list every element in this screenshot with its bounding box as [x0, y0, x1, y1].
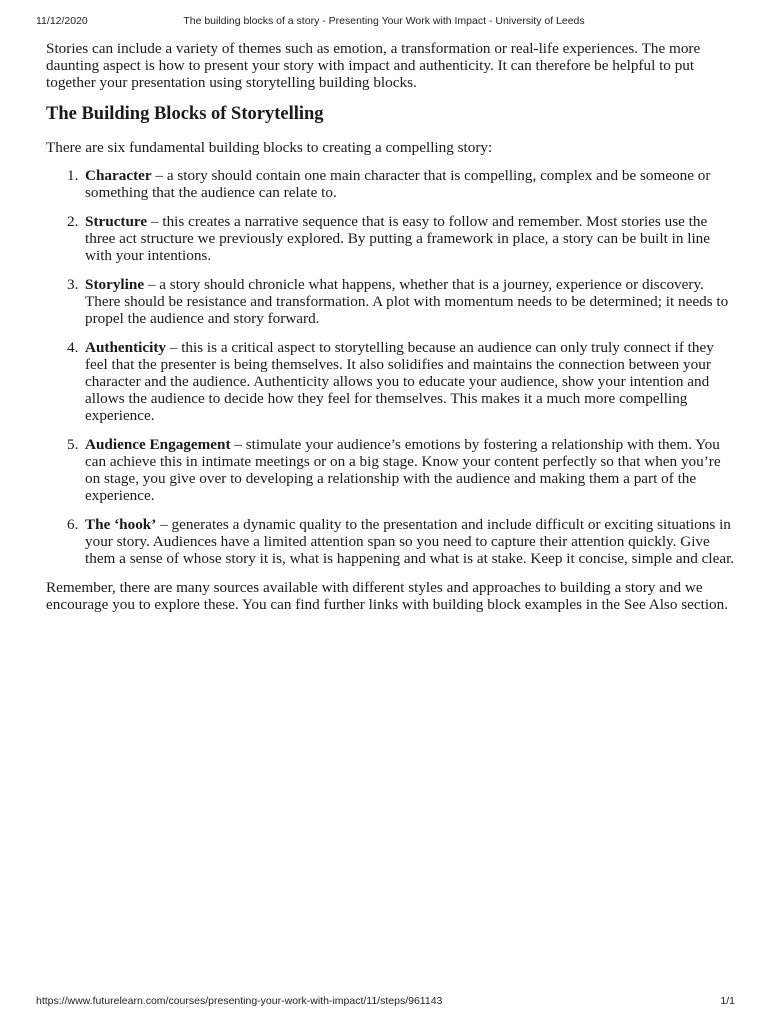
list-item-storyline [46, 276, 736, 327]
list-text: – stimulate your audience’s emotions by fostering a relationship with them. You can achieve this in intimate meetings or on a big stage. Know your content perfectly so that when you’re on stage, you give over to developing a relationship with the audience and making them a part of the experience. [85, 436, 721, 504]
list-number: 1. [67, 167, 79, 184]
list-item-authenticity [46, 339, 736, 424]
list-number: 3. [67, 276, 79, 293]
print-url: https://www.futurelearn.com/courses/presenting-your-work-with-impact/11/steps/961143 [36, 995, 443, 1007]
list-item-audience-engagement [46, 436, 736, 504]
list-number: 2. [67, 213, 79, 230]
list-text: – generates a dynamic quality to the presentation and include difficult or exciting situations in your story. Audiences have a limited attention span so you need to capture their attention quickly. Give them a sense of whose story it is, what is happening and what is at stake. Keep it concise, simple and clear. [85, 516, 735, 567]
closing-paragraph: Remember, there are many sources available with different styles and approaches to building a story and we encourage you to explore these. You can find further links with building block examples in the See Also section. [46, 579, 729, 613]
list-term: The ‘hook’ [85, 516, 157, 533]
list-term: Audience Engagement [85, 436, 231, 453]
list-text: – a story should contain one main character that is compelling, complex and be someone or something that the audience can relate to. [85, 167, 711, 201]
list-number: 5. [67, 436, 79, 453]
list-term: Authenticity [85, 339, 166, 356]
list-text: – this is a critical aspect to storytelling because an audience can only truly connect if they feel that the presenter is being themselves. It also solidifies and maintains the connection between your character and the audience. Authenticity allows you to educate your audience, show your intention and allows the audience to decide how they feel for themselves. This makes it a much more compelling experience. [85, 339, 714, 424]
article-content [46, 40, 736, 613]
building-blocks-list [46, 167, 736, 567]
list-item-structure [46, 213, 736, 264]
list-term: Storyline [85, 276, 145, 293]
list-item-character [46, 167, 736, 201]
list-term: Structure [85, 213, 148, 230]
list-number: 6. [67, 516, 79, 533]
list-text: – this creates a narrative sequence that is easy to follow and remember. Most stories use the three act structure we previously explored. By putting a framework in place, a story can be built in line with your intentions. [85, 213, 711, 264]
print-page-title: The building blocks of a story - Presenting Your Work with Impact - University of Leeds [183, 15, 585, 27]
list-term: Character [85, 167, 152, 184]
print-date: 11/12/2020 [36, 15, 88, 27]
list-number: 4. [67, 339, 79, 356]
print-page-number: 1/1 [720, 995, 735, 1007]
intro-paragraph: Stories can include a variety of themes such as emotion, a transformation or real-life experiences. The more daunting aspect is how to present your story with impact and authenticity. It can therefore be helpful to put together your presentation using storytelling building blocks. [46, 40, 701, 91]
list-text: – a story should chronicle what happens, whether that is a journey, experience or discovery. There should be resistance and transformation. A plot with momentum needs to be determined; it needs to propel the audience and story forward. [85, 276, 729, 327]
lead-paragraph: There are six fundamental building blocks to creating a compelling story: [46, 139, 493, 156]
list-item-hook [46, 516, 736, 567]
section-heading: The Building Blocks of Storytelling [46, 104, 324, 124]
